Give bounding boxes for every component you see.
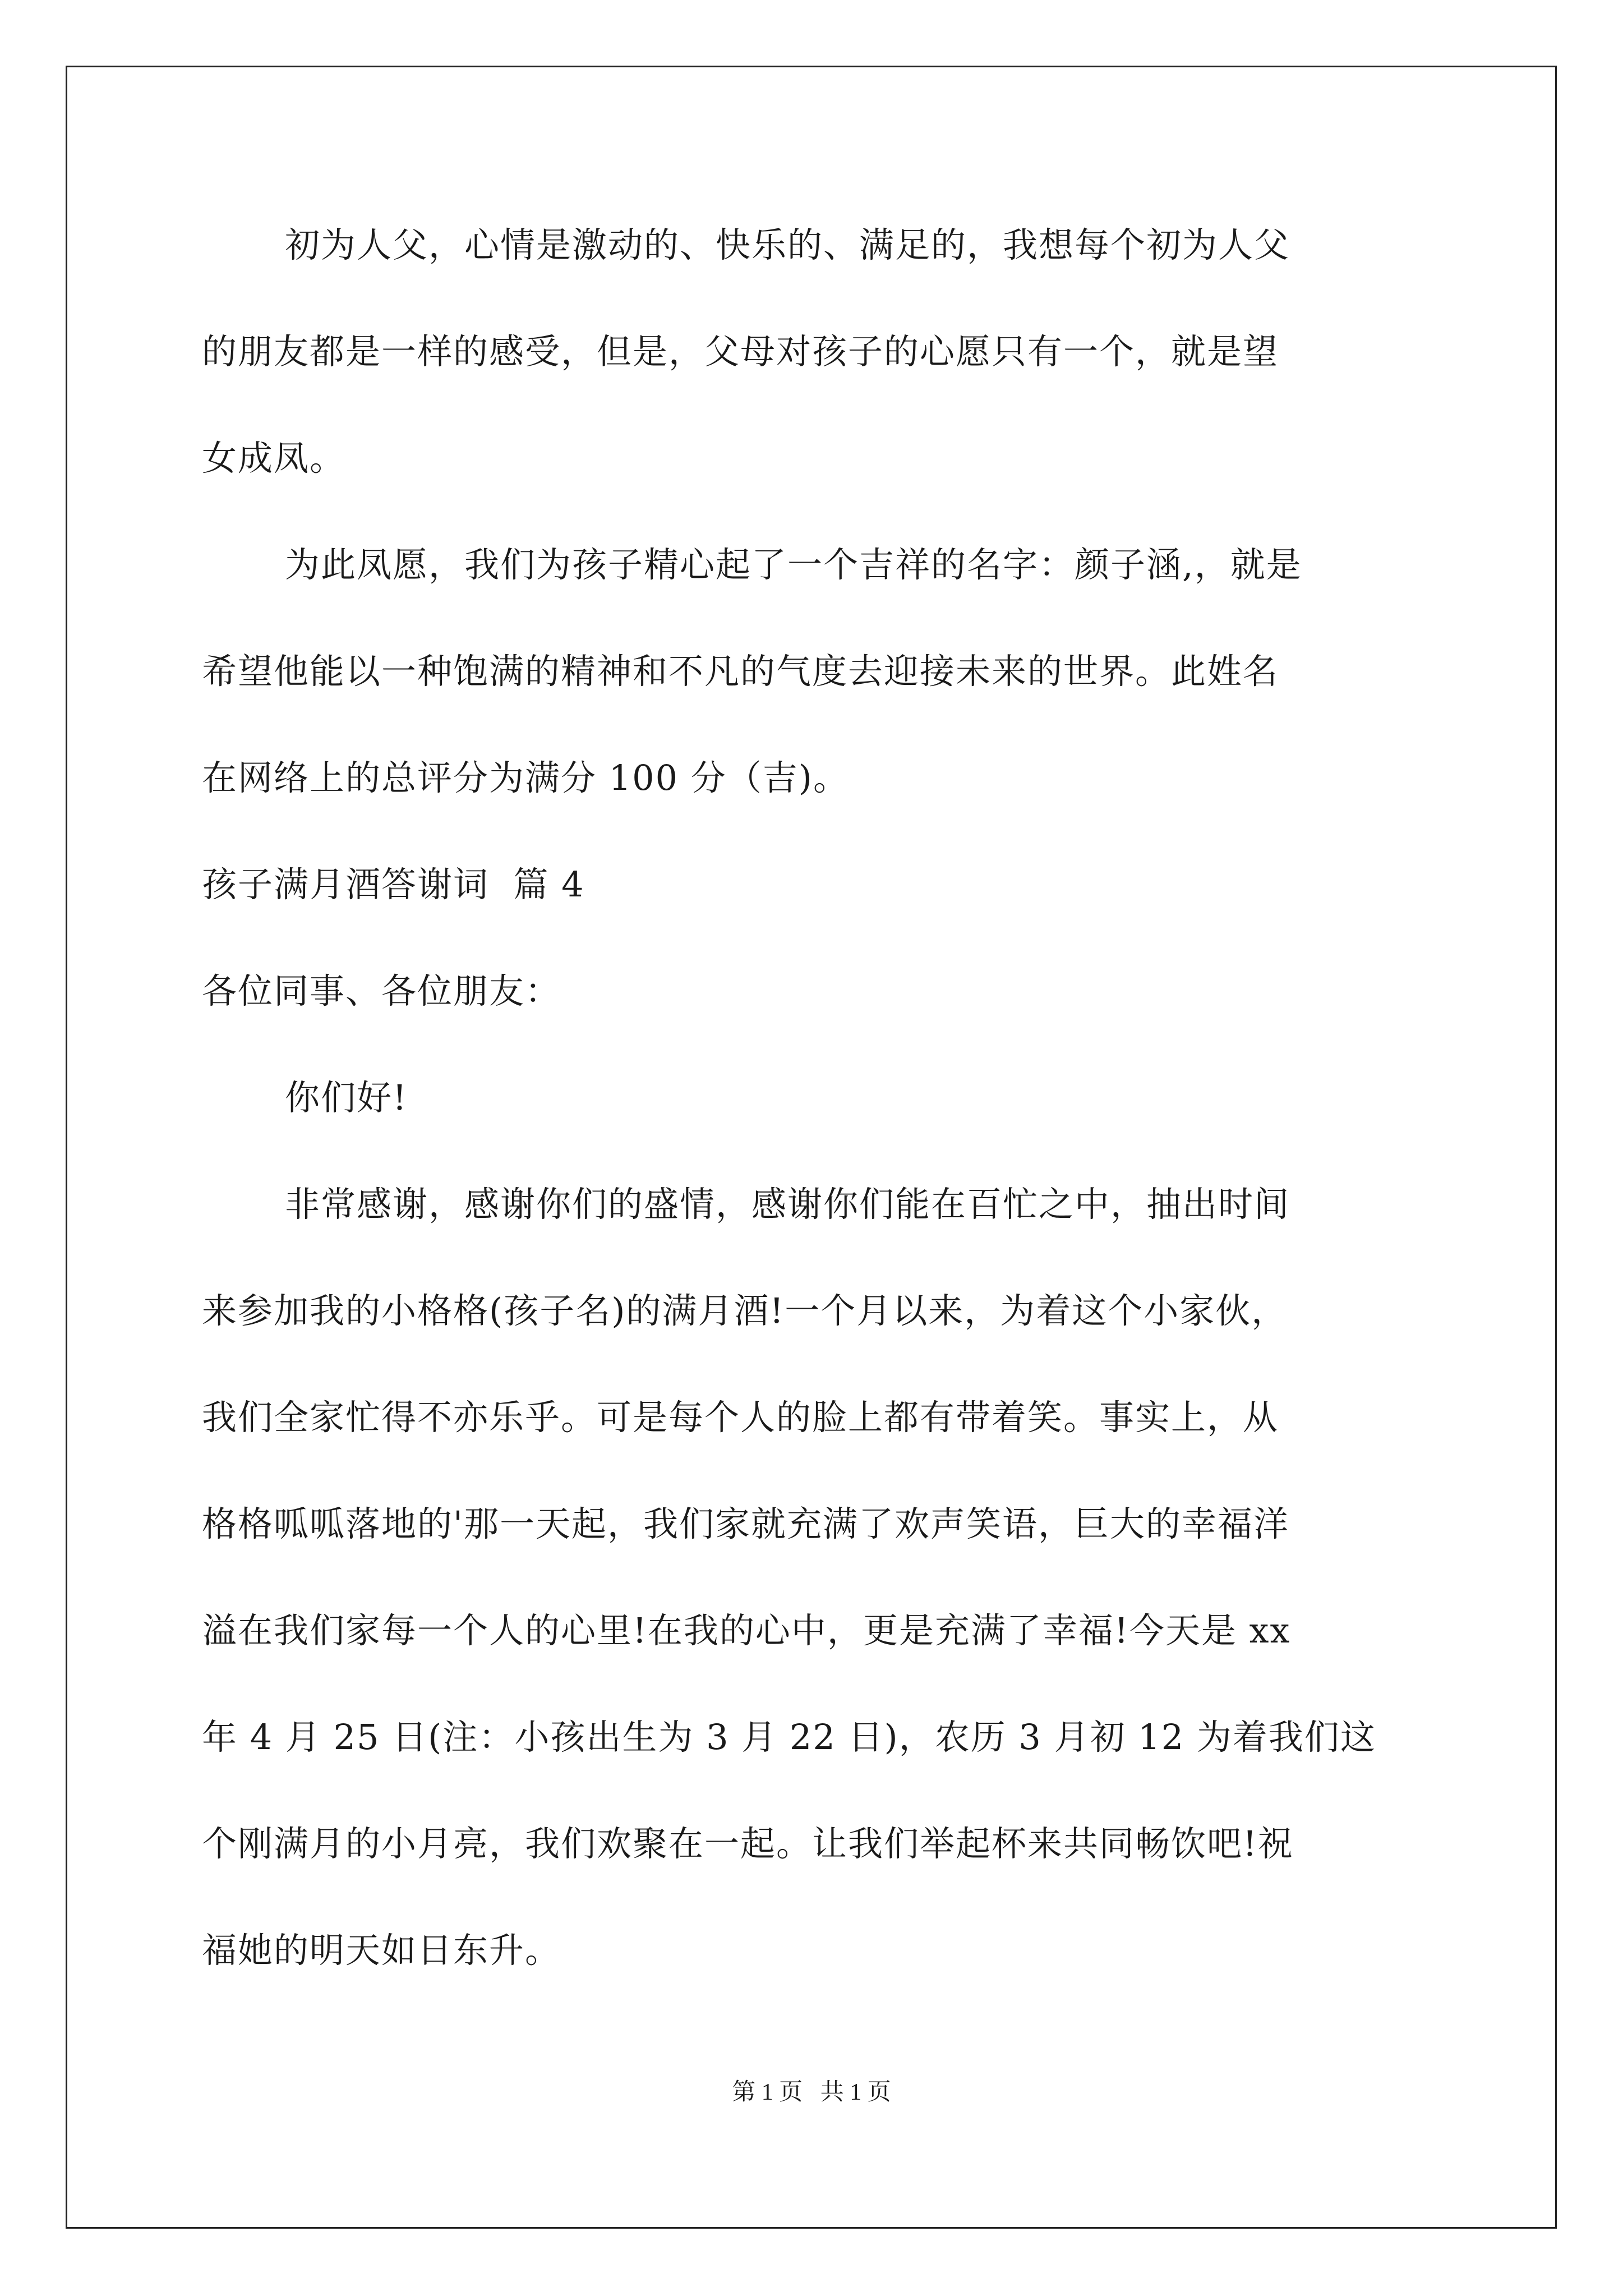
salutation: 各位同事、各位朋友： bbox=[202, 970, 561, 1011]
page-total: 共 1 页 bbox=[820, 2079, 891, 2105]
paragraph-6-line-7: 个刚满月的小月亮，我们欢聚在一起。让我们举起杯来共同畅饮吧!祝 bbox=[202, 1823, 1294, 1864]
greeting: 你们好! bbox=[285, 1077, 408, 1118]
page-number: 第 1 页 bbox=[732, 2079, 803, 2105]
paragraph-6-line-8: 福她的明天如日东升。 bbox=[202, 1930, 561, 1971]
paragraph-6-line-4: 格格呱呱落地的'那一天起，我们家就充满了欢声笑语，巨大的幸福洋 bbox=[202, 1503, 1290, 1544]
paragraph-2-line-2: 希望他能以一种饱满的精神和不凡的气度去迎接未来的世界。此姓名 bbox=[202, 651, 1279, 692]
paragraph-6-line-5: 溢在我们家每一个人的心里!在我的心中，更是充满了幸福!今天是 xx bbox=[202, 1610, 1291, 1651]
paragraph-2-line-1: 为此凤愿，我们为孩子精心起了一个吉祥的名字：颜子涵,，就是 bbox=[285, 544, 1302, 585]
paragraph-6-line-6: 年 4 月 25 日(注：小孩出生为 3 月 22 日)，农历 3 月初 12 为着我们这 bbox=[202, 1717, 1376, 1757]
document-body bbox=[202, 220, 1424, 2032]
paragraph-6-line-1: 非常感谢，感谢你们的盛情，感谢你们能在百忙之中，抽出时间 bbox=[285, 1184, 1290, 1225]
paragraph-6-line-2: 来参加我的小格格(孩子名)的满月酒!一个月以来，为着这个小家伙， bbox=[202, 1290, 1288, 1331]
paragraph-1-line-1: 初为人父，心情是激动的、快乐的、满足的，我想每个初为人父 bbox=[285, 224, 1290, 265]
paragraph-6-line-3: 我们全家忙得不亦乐乎。可是每个人的脸上都有带着笑。事实上，从 bbox=[202, 1397, 1279, 1438]
section-heading: 孩子满月酒答谢词 篇 4 bbox=[202, 864, 585, 905]
paragraph-1-line-3: 女成凤。 bbox=[202, 438, 346, 478]
page-footer bbox=[0, 2076, 1623, 2109]
paragraph-1-line-2: 的朋友都是一样的感受，但是，父母对孩子的心愿只有一个，就是望 bbox=[202, 331, 1279, 372]
paragraph-2-line-3: 在网络上的总评分为满分 100 分（吉)。 bbox=[202, 757, 849, 798]
